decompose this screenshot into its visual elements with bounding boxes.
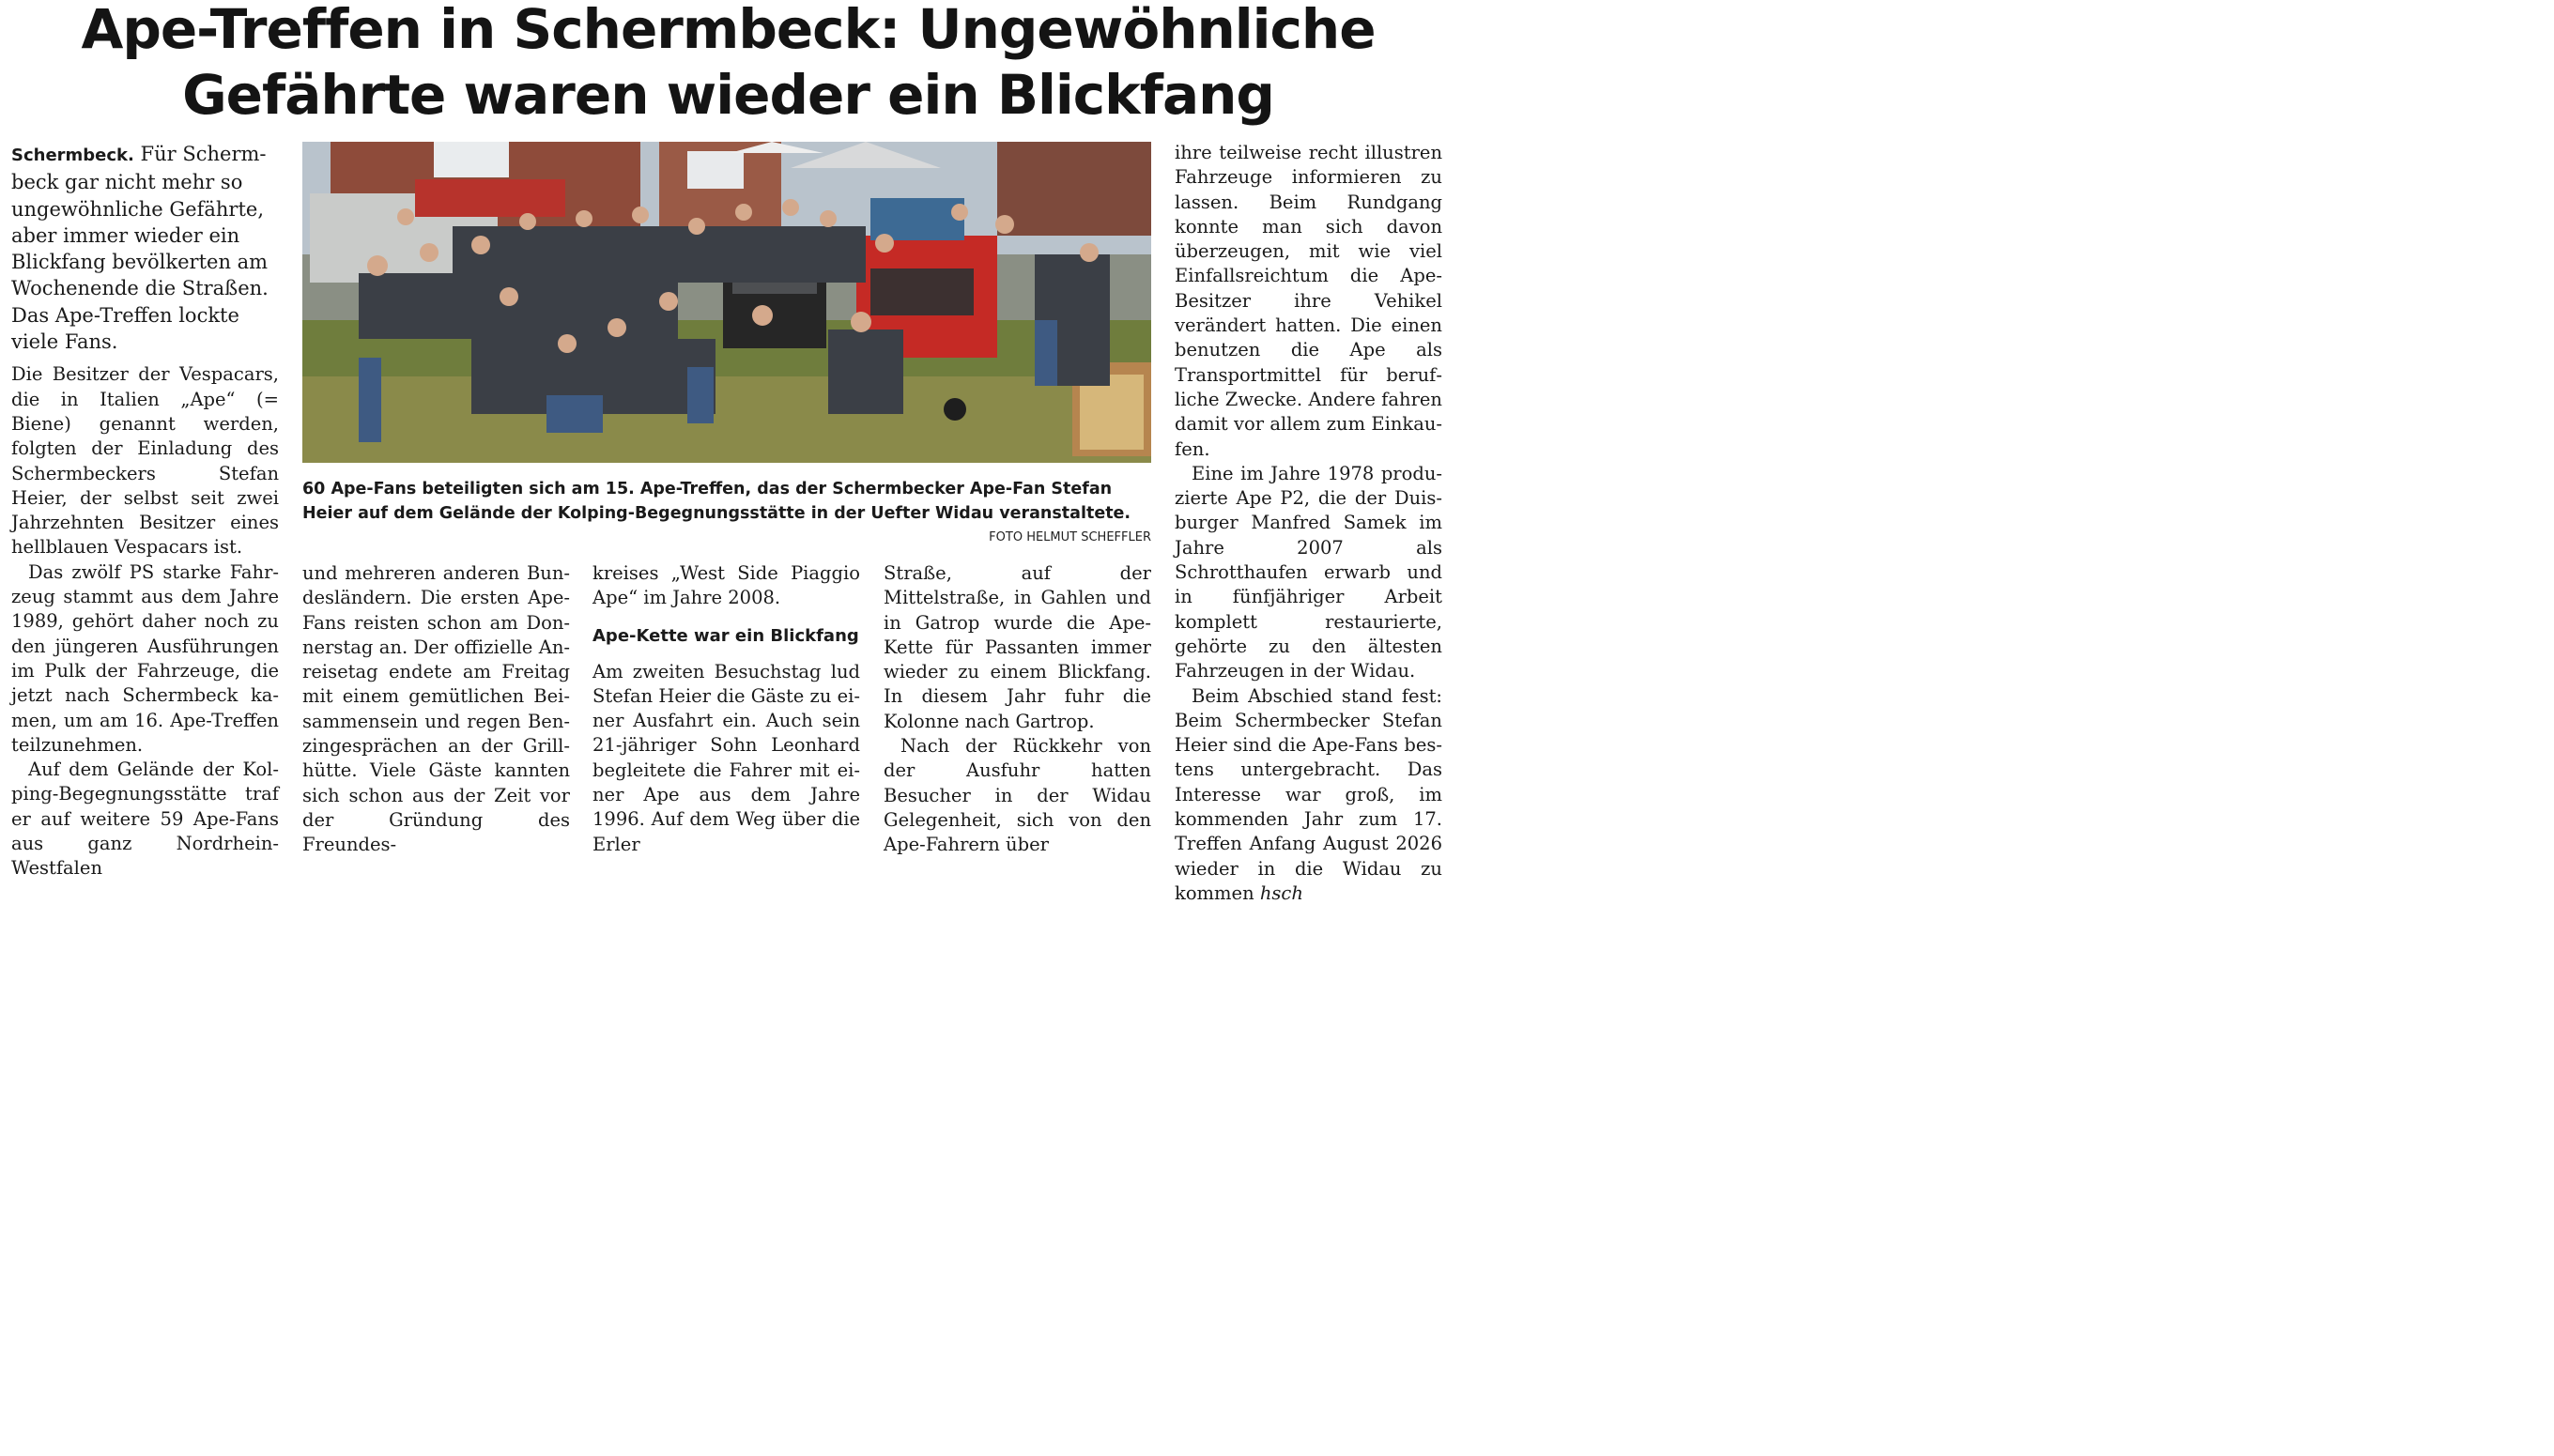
group-photo bbox=[302, 142, 1151, 463]
photo-credit: FOTO HELMUT SCHEFFLER bbox=[989, 530, 1151, 544]
body-paragraph: Eine im Jahre 1978 produzierte Ape P2, die der Duisburger Manfred Samek im Jahre 2007 als Schrotthaufen erwarb und in fünfjähriger Arbeit komplett restaurierte, gehörte zu den ältesten Fahrzeugen in der Widau. bbox=[1175, 462, 1442, 682]
body-paragraph: Nach der Rückkehr von der Ausfuhr hatten Besucher in der Widau Gelegenheit, sich von den Ape-Fahrern über bbox=[884, 735, 1151, 856]
body-paragraph: Straße, auf der Mittelstraße, in Gahlen und in Gatrop wurde die Ape-Kette für Passanten immer wieder zu einem Blickfang. In diesem Jahr fuhr die Kolonne nach Gartrop. bbox=[884, 562, 1151, 732]
body-paragraph: ihre teilweise recht illustren Fahrzeuge informieren zu lassen. Beim Rundgang konnte man sich davon überzeugen, mit wie viel Einfallsreichtum die Ape-Besitzer ihre Vehikel verändert hatten. Die einen benutzen die Ape als Transportmittel für berufliche Zwecke. Andere fahren damit vor allem zum Einkaufen. bbox=[1175, 142, 1442, 460]
body-paragraph: Auf dem Gelände der Kolping-Begegnungsstätte traf er auf weitere 59 Ape-Fans aus ganz Nordrhein-Westfalen bbox=[11, 759, 279, 880]
column-1 bbox=[11, 141, 279, 881]
column-2 bbox=[302, 561, 570, 858]
lead-text: Für Schermbeck gar nicht mehr so ungewöhnliche Gefährte, aber immer wieder ein Blickfang bevölkerten am Wochenende die Straßen. Das Ape-Treffen lockte viele Fans. bbox=[11, 143, 269, 354]
photo-caption: 60 Ape-Fans beteiligten sich am 15. Ape-Treffen, das der Schermbecker Ape-Fan Stefan Heier auf dem Gelände der Kolping-Begegnungsstätte in der Uefter Widau veranstaltete. bbox=[302, 480, 1131, 523]
body-paragraph: Am zweiten Besuchstag lud Stefan Heier die Gäste zu einer Ausfahrt ein. Auch sein 21-jähriger Sohn Leonhard begleitete die Fahrer mit einer Ape aus dem Jahre 1996. Auf dem Weg über die Erler bbox=[592, 660, 860, 855]
body-paragraph: kreises „West Side Piaggio Ape“ im Jahre 2008. bbox=[592, 562, 860, 609]
article-headline bbox=[0, 0, 1456, 127]
subheading: Ape-Kette war ein Blickfang bbox=[592, 625, 859, 646]
dateline: Schermbeck. bbox=[11, 146, 134, 165]
body-paragraph: und mehreren anderen Bundesländern. Die ersten Ape-Fans reisten schon am Donnerstag an. Der offizielle Anreisetag endete am Freitag mit einem gemütlichen Beisammensein und regen Benzingesprächen an der Grillhütte. Viele Gäste kannten sich schon aus der Zeit vor der Gründung des Freundes- bbox=[302, 562, 570, 856]
lead-paragraph bbox=[11, 141, 279, 355]
closing-text: Beim Abschied stand fest: Beim Schermbecker Stefan Heier sind die Ape-Fans bestens untergebracht. Das Interesse war groß, im kommenden Jahr zum 17. Treffen Anfang August 2026 wieder in die Widau zu kommen bbox=[1175, 684, 1442, 904]
body-paragraph bbox=[1175, 684, 1442, 907]
body-paragraph: Die Besitzer der Vespacars, die in Italien „Ape“ (= Biene) genannt werden, folgten der Einladung des Schermbeckers Stefan Heier, der selbst seit zwei Jahrzehnten Besitzer eines hellblauen Vespacars ist. bbox=[11, 363, 279, 559]
column-3 bbox=[592, 561, 860, 857]
column-5 bbox=[1175, 141, 1442, 906]
headline-line-2: Gefährte waren wieder ein Blickfang bbox=[182, 63, 1274, 127]
body-paragraph: Das zwölf PS starke Fahrzeug stammt aus dem Jahre 1989, gehört daher noch zu den jüngeren Ausführungen im Pulk der Fahrzeuge, die jetzt nach Schermbeck kamen, um am 16. Ape-Treffen teilzunehmen. bbox=[11, 560, 279, 756]
headline-line-1: Ape-Treffen in Schermbeck: Ungewöhnliche bbox=[81, 0, 1376, 61]
column-4 bbox=[884, 561, 1151, 858]
author-signature: hsch bbox=[1259, 881, 1303, 904]
